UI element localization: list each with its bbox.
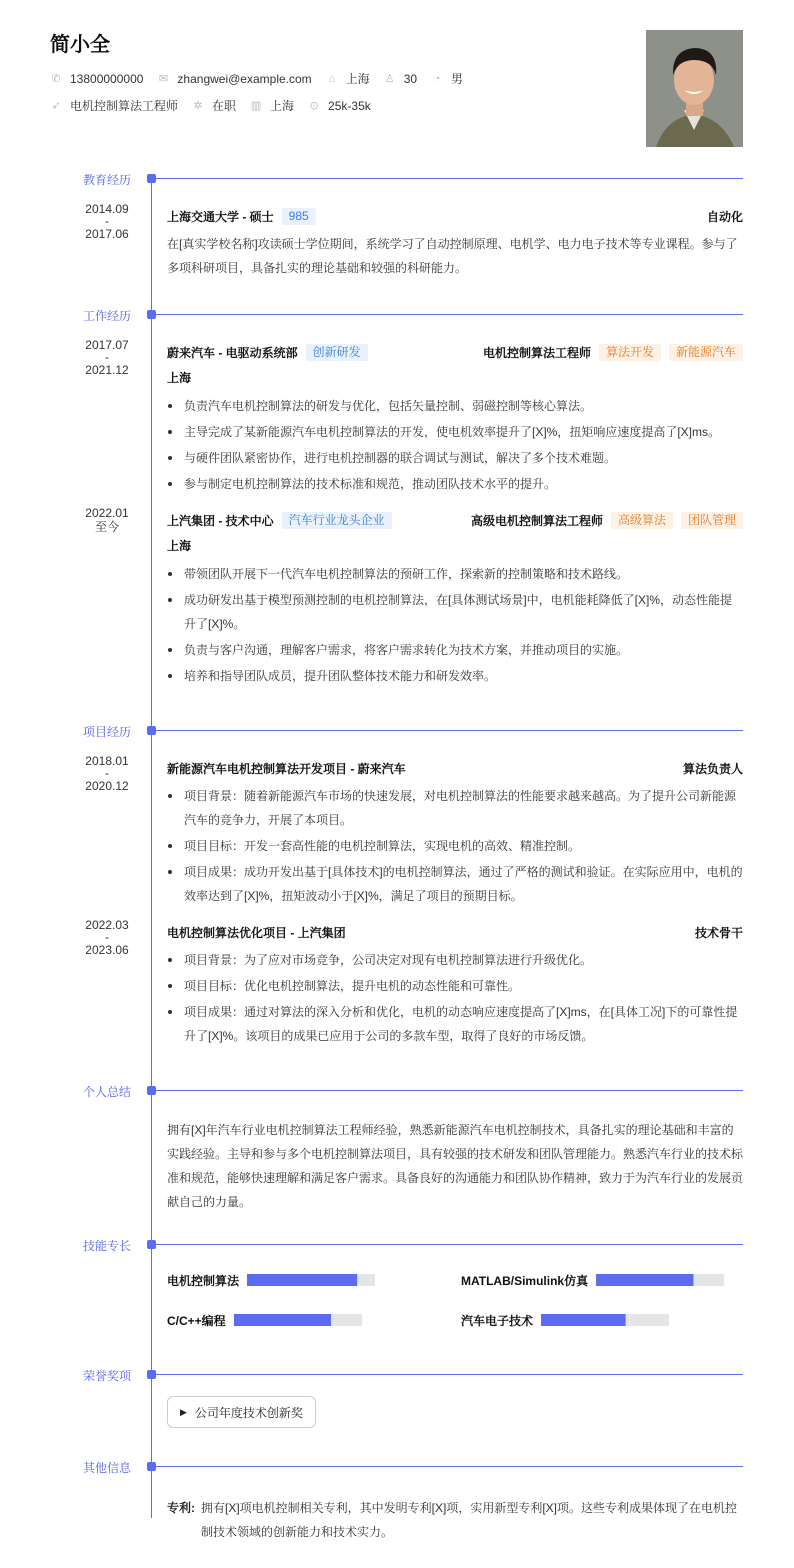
info-item — [431, 70, 463, 87]
skill-level-fill — [596, 1274, 693, 1286]
entry — [85, 338, 743, 496]
send-icon: ➶ — [51, 100, 61, 112]
date-range — [72, 506, 142, 534]
skill-item — [461, 1270, 751, 1290]
section-body — [0, 1254, 794, 1364]
section-projects — [0, 720, 794, 1080]
section-body — [0, 1384, 794, 1456]
info-item — [192, 97, 236, 114]
info-text: zhangwei@example.com — [177, 71, 312, 86]
timeline-dot — [147, 1370, 156, 1379]
start-date: 2022.03 — [85, 918, 129, 932]
end-date: 2021.12 — [85, 363, 129, 377]
info-text: 13800000000 — [70, 71, 144, 86]
info-item — [250, 97, 294, 114]
timeline-dot — [147, 310, 156, 319]
skill-name: 电机控制算法 — [167, 1273, 240, 1288]
skill-item — [167, 1270, 461, 1290]
skill-name: C/C++编程 — [167, 1313, 226, 1328]
info-item — [384, 72, 417, 86]
award-item[interactable] — [167, 1396, 316, 1428]
section-body — [0, 1100, 794, 1234]
timeline-dot — [147, 726, 156, 735]
entry-title: 上海交通大学 - 硕士 — [167, 209, 274, 224]
section-title: 教育经历 — [83, 173, 132, 187]
tag: 985 — [282, 208, 316, 225]
section-divider — [156, 1466, 743, 1467]
info-text: 上海 — [345, 72, 370, 86]
end-date: 2023.06 — [85, 943, 129, 957]
start-date: 2018.01 — [85, 754, 129, 768]
section-title: 项目经历 — [83, 725, 132, 739]
entry-title: 新能源汽车电机控制算法开发项目 - 蔚来汽车 — [167, 761, 406, 776]
bullet-item: 项目成果：通过对算法的深入分析和优化，电机的动态响应速度提高了[X]ms，在[具体工况]下的可靠性提升了[X]%。该项目的成果已应用于公司的多款车型，取得了良好的市场反馈。 — [167, 1000, 743, 1048]
section-header — [0, 1234, 794, 1254]
end-date: 至今 — [94, 520, 119, 534]
entry-title: 蔚来汽车 - 电驱动系统部 — [167, 345, 298, 360]
home-icon: ⌂ — [328, 72, 335, 85]
bullet-item: 带领团队开展下一代汽车电机控制算法的预研工作，探索新的控制策略和技术路线。 — [167, 562, 743, 586]
bullet-item: 负责与客户沟通，理解客户需求，将客户需求转化为技术方案，并推动项目的实施。 — [167, 638, 743, 662]
entry-role: 算法负责人 — [682, 761, 743, 776]
candidate-name: 简小全 — [50, 34, 110, 56]
skill-level-fill — [234, 1314, 331, 1326]
tag: 高级算法 — [611, 512, 673, 529]
skill-level-bar — [541, 1314, 669, 1326]
entry — [85, 754, 743, 908]
skill-level-fill — [541, 1314, 626, 1326]
info-text: 男 — [451, 72, 464, 86]
bullet-item: 项目成果：成功开发出基于[具体技术]的电机控制算法，通过了严格的测试和验证。在实际应用中，电机的效率达到了[X]%，扭矩波动小于[X]%，满足了项目的预期目标。 — [167, 860, 743, 908]
other-value: 拥有[X]项电机控制相关专利，其中发明专利[X]项，实用新型专利[X]项。这些专利成果体现了在电机控制技术领域的创新能力和技术实力。 — [201, 1501, 738, 1539]
section-education — [0, 168, 794, 304]
date-separator: - — [105, 930, 109, 944]
entry-description: 在[真实学校名称]攻读硕士学位期间，系统学习了自动控制原理、电机学、电力电子技术等专业课程。参与了多项科研项目，具备扎实的理论基础和较强的科研能力。 — [167, 237, 738, 275]
timeline-dot — [147, 174, 156, 183]
summary-text: 拥有[X]年汽车行业电机控制算法工程师经验，熟悉新能源汽车电机控制技术，具备扎实的理论基础和丰富的实践经验。主导和参与多个电机控制算法项目，具有较强的技术研发和团队管理能力。熟悉汽车行业的技术标准和规范，能够快速理解和满足客户需求。具备良好的沟通能力和团队协作精神，致力于为汽车行业的发展贡献自己的力量。 — [167, 1123, 744, 1209]
date-range — [72, 202, 142, 241]
award-name: 公司年度技术创新奖 — [194, 1405, 303, 1420]
date-range — [72, 338, 142, 377]
date-separator: - — [105, 350, 109, 364]
section-divider — [156, 178, 743, 179]
info-item — [157, 72, 311, 86]
bullet-item: 成功研发出基于模型预测控制的电机控制算法，在[具体测试场景]中，电机能耗降低了[X]%，动态性能提升了[X]%。 — [167, 588, 743, 636]
entry-header — [167, 922, 743, 942]
section-title: 技能专长 — [83, 1239, 132, 1253]
tag: 团队管理 — [681, 512, 743, 529]
info-item — [326, 70, 370, 87]
section-work — [0, 304, 794, 720]
entry-location: 上海 — [167, 371, 192, 385]
status-icon: ✲ — [193, 100, 203, 112]
skill-level-bar — [596, 1274, 724, 1286]
section-other — [0, 1456, 794, 1568]
bullet-item: 主导完成了某新能源汽车电机控制算法的开发，使电机效率提升了[X]%，扭矩响应速度提高了[X]ms。 — [167, 420, 743, 444]
skill-name: 汽车电子技术 — [461, 1313, 534, 1328]
section-title: 其他信息 — [83, 1461, 132, 1475]
profile-photo — [646, 30, 743, 147]
job-info-row — [50, 97, 385, 114]
section-header — [0, 1456, 794, 1476]
section-header — [0, 1080, 794, 1100]
bullet-list — [167, 948, 743, 1048]
entry-title: 上汽集团 - 技术中心 — [167, 513, 274, 528]
bullet-item: 项目背景：随着新能源汽车市场的快速发展，对电机控制算法的性能要求越来越高。为了提升公司新能源汽车的竞争力，开展了本项目。 — [167, 784, 743, 832]
tag: 汽车行业龙头企业 — [282, 512, 392, 529]
salary-icon: ⊙ — [309, 100, 319, 112]
resume-body — [0, 168, 794, 1568]
skill-level-bar — [234, 1314, 362, 1326]
bullet-item: 参与制定电机控制算法的技术标准和规范，推动团队技术水平的提升。 — [167, 472, 743, 496]
bullet-item: 项目目标：优化电机控制算法，提升电机的动态性能和可靠性。 — [167, 974, 743, 998]
bullet-list — [167, 394, 743, 496]
start-date: 2017.07 — [85, 338, 129, 352]
date-range — [72, 754, 142, 793]
skill-level-bar — [247, 1274, 375, 1286]
bullet-item: 培养和指导团队成员，提升团队整体技术能力和研发效率。 — [167, 664, 743, 688]
section-divider — [156, 1244, 743, 1245]
section-body — [0, 188, 794, 304]
entry-title: 电机控制算法优化项目 - 上汽集团 — [167, 925, 346, 940]
skill-level-fill — [247, 1274, 357, 1286]
entry-location: 上海 — [167, 539, 192, 553]
section-title: 个人总结 — [83, 1085, 132, 1099]
timeline-dot — [147, 1462, 156, 1471]
other-info-item — [167, 1496, 743, 1544]
start-date: 2014.09 — [85, 202, 129, 216]
timeline-dot — [147, 1240, 156, 1249]
tag: 算法开发 — [599, 344, 661, 361]
bullet-item: 项目背景：为了应对市场竞争，公司决定对现有电机控制算法进行升级优化。 — [167, 948, 743, 972]
timeline-dot — [147, 1086, 156, 1095]
section-body — [0, 324, 794, 720]
date-separator: - — [105, 214, 109, 228]
section-skills — [0, 1234, 794, 1364]
section-title: 工作经历 — [83, 309, 132, 323]
contact-info-row — [50, 70, 477, 87]
gender-icon: ◔ — [433, 72, 441, 85]
section-header — [0, 168, 794, 188]
section-divider — [156, 314, 743, 315]
skill-item — [461, 1310, 751, 1330]
section-body — [0, 1476, 794, 1568]
entry — [85, 918, 743, 1048]
section-divider — [156, 730, 743, 731]
start-date: 2022.01 — [85, 506, 129, 520]
tag: 新能源汽车 — [669, 344, 743, 361]
info-text: 25k-35k — [328, 98, 371, 113]
section-divider — [156, 1090, 743, 1091]
entry-header — [167, 758, 743, 778]
entry-header — [167, 342, 743, 362]
section-header — [0, 720, 794, 740]
info-item — [50, 72, 143, 86]
bullet-item: 项目目标：开发一套高性能的电机控制算法，实现电机的高效、精准控制。 — [167, 834, 743, 858]
entry-role: 技术骨干 — [694, 925, 743, 940]
entry-header — [167, 510, 743, 530]
skill-item — [167, 1310, 461, 1330]
mail-icon: ✉ — [158, 73, 169, 85]
info-text: 在职 — [212, 99, 237, 113]
section-title: 荣誉奖项 — [83, 1369, 132, 1383]
end-date: 2020.12 — [85, 779, 129, 793]
section-divider — [156, 1374, 743, 1375]
date-range — [72, 918, 142, 957]
entry — [85, 202, 743, 280]
entry-role: 自动化 — [706, 209, 743, 224]
info-text: 电机控制算法工程师 — [70, 99, 179, 113]
bullet-list — [167, 562, 743, 688]
building-icon: ▥ — [250, 100, 262, 112]
info-item — [50, 97, 178, 114]
section-header — [0, 1364, 794, 1384]
entry — [85, 506, 743, 688]
expand-triangle-icon: ▶ — [180, 1406, 187, 1417]
skills-grid — [167, 1268, 743, 1330]
date-separator: - — [105, 766, 109, 780]
entry-role: 高级电机控制算法工程师 — [470, 513, 603, 528]
info-text: 上海 — [270, 99, 295, 113]
bullet-item: 与硬件团队紧密协作，进行电机控制器的联合调试与测试，解决了多个技术难题。 — [167, 446, 743, 470]
skill-name: MATLAB/Simulink仿真 — [461, 1273, 589, 1288]
bullet-list — [167, 784, 743, 908]
info-text: 30 — [403, 71, 418, 86]
end-date: 2017.06 — [85, 227, 129, 241]
section-awards — [0, 1364, 794, 1456]
other-key: 专利: — [167, 1501, 195, 1515]
entry-role: 电机控制算法工程师 — [482, 345, 591, 360]
section-header — [0, 304, 794, 324]
section-body — [0, 740, 794, 1080]
info-item — [308, 99, 371, 113]
tag: 创新研发 — [306, 344, 368, 361]
section-summary — [0, 1080, 794, 1234]
entry-header — [167, 206, 743, 226]
phone-icon: ✆ — [51, 73, 61, 85]
age-icon: ♙ — [384, 73, 395, 85]
bullet-item: 负责汽车电机控制算法的研发与优化，包括矢量控制、弱磁控制等核心算法。 — [167, 394, 743, 418]
